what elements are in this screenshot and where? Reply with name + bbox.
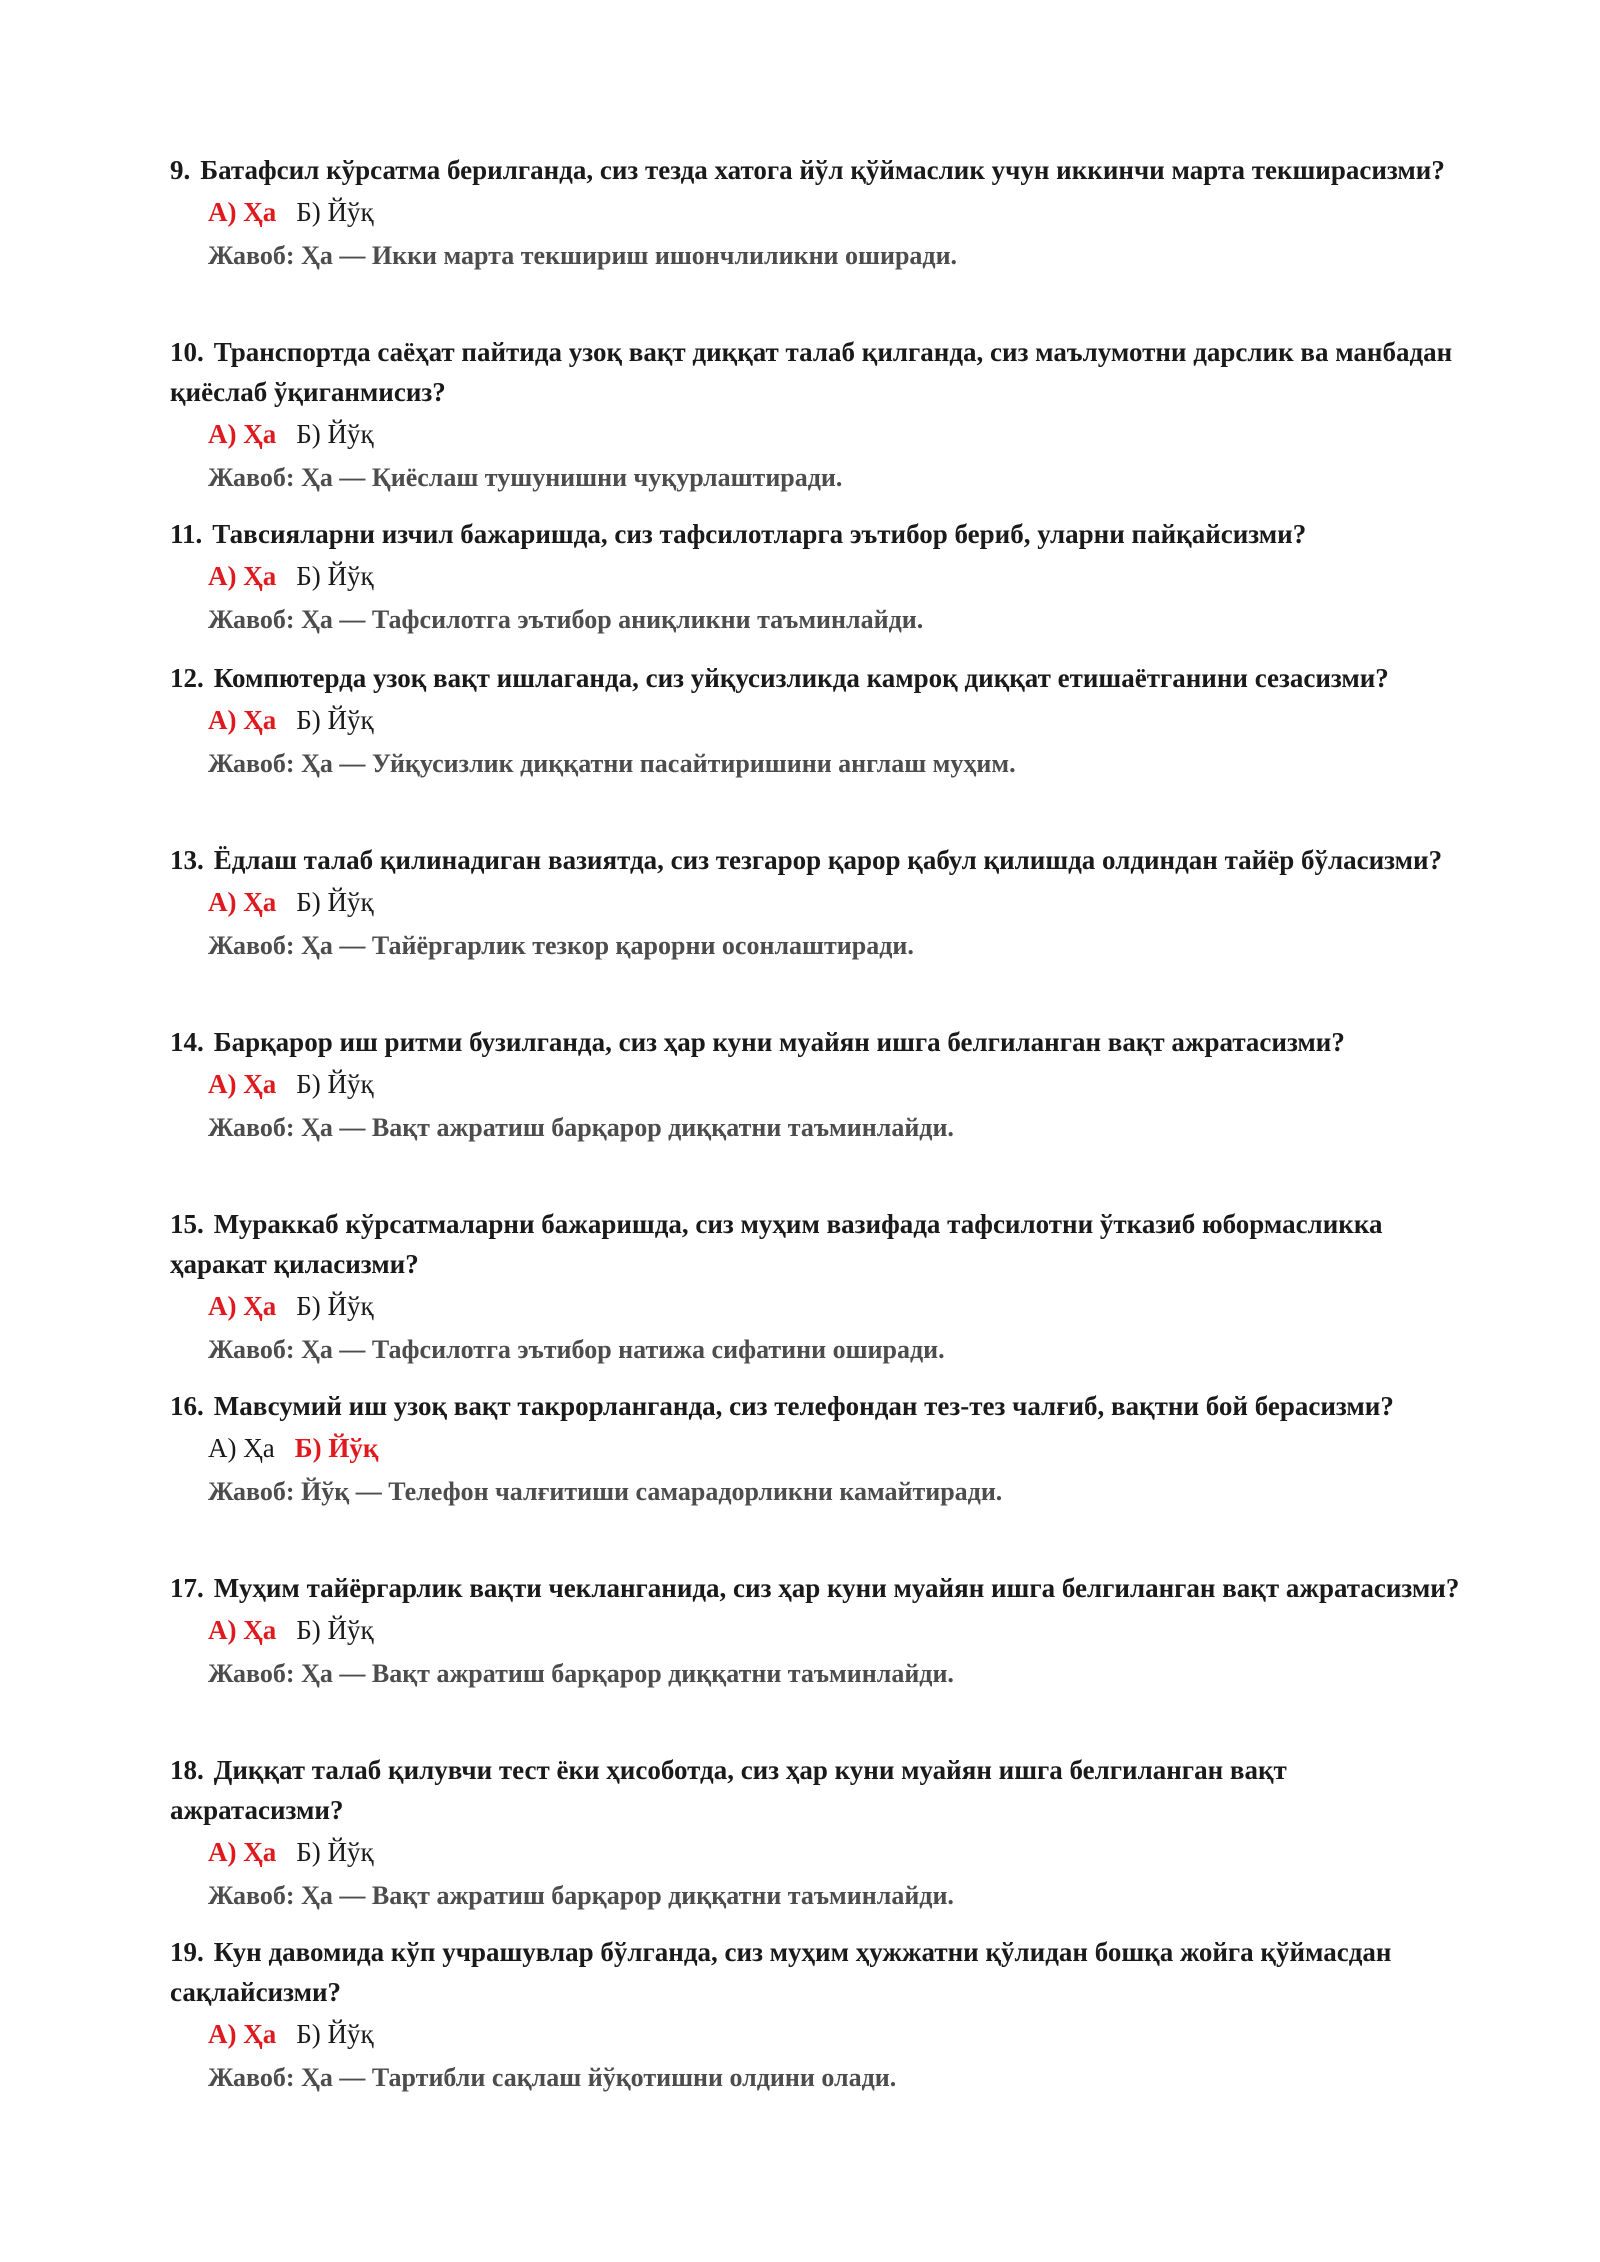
question-number: 15.	[170, 1209, 204, 1239]
question-text	[170, 1750, 1460, 1830]
option-a: А) Ҳа	[208, 197, 277, 227]
option-a: А) Ҳа	[208, 1069, 277, 1099]
question-text	[170, 1386, 1460, 1426]
option-b: Б) Йўқ	[296, 2019, 374, 2049]
answer-options	[170, 1832, 1460, 1872]
question-block	[170, 514, 1460, 640]
answer-options	[170, 882, 1460, 922]
answer-explanation: Жавоб: Ҳа — Қиёслаш тушунишни чуқурлаштиради.	[208, 463, 843, 492]
question-block	[170, 1022, 1460, 1148]
question-text	[170, 658, 1460, 698]
question-body: Батафсил кўрсатма берилганда, сиз тезда хатога йўл қўймаслик учун иккинчи марта текширасизми?	[200, 155, 1445, 185]
question-text	[170, 1568, 1460, 1608]
answer-explanation: Жавоб: Йўқ — Телефон чалғитиши самарадорликни камайтиради.	[208, 1477, 1003, 1506]
question-block	[170, 332, 1460, 498]
question-body: Тавсияларни изчил бажаришда, сиз тафсилотларга эътибор бериб, уларни пайқайсизми?	[212, 519, 1307, 549]
option-a: А) Ҳа	[208, 887, 277, 917]
option-b: Б) Йўқ	[296, 1837, 374, 1867]
option-b: Б) Йўқ	[296, 1615, 374, 1645]
option-a: А) Ҳа	[208, 705, 277, 735]
question-number: 9.	[170, 155, 191, 185]
answer-options	[170, 1286, 1460, 1326]
question-block	[170, 658, 1460, 784]
option-b: Б) Йўқ	[296, 1291, 374, 1321]
question-number: 19.	[170, 1937, 204, 1967]
question-number: 16.	[170, 1391, 204, 1421]
question-block	[170, 1932, 1460, 2098]
option-a: А) Ҳа	[208, 1433, 275, 1463]
question-body: Ёдлаш талаб қилинадиган вазиятда, сиз тезгарор қарор қабул қилишда олдиндан тайёр бўласизми?	[213, 845, 1443, 875]
question-number: 10.	[170, 337, 204, 367]
question-body: Мавсумий иш узоқ вақт такрорланганда, сиз телефондан тез-тез чалғиб, вақтни бой берасизми?	[213, 1391, 1394, 1421]
answer-options	[170, 414, 1460, 454]
question-body: Кун давомида кўп учрашувлар бўлганда, сиз муҳим ҳужжатни қўлидан бошқа жойга қўймасдан сақлайсизми?	[170, 1937, 1392, 2007]
question-number: 17.	[170, 1573, 204, 1603]
question-body: Барқарор иш ритми бузилганда, сиз ҳар куни муайян ишга белгиланган вақт ажратасизми?	[213, 1027, 1345, 1057]
question-block	[170, 150, 1460, 276]
answer-explanation: Жавоб: Ҳа — Тартибли сақлаш йўқотишни олдини олади.	[208, 2063, 897, 2092]
question-number: 13.	[170, 845, 204, 875]
answer-explanation: Жавоб: Ҳа — Вақт ажратиш барқарор диққатни таъминлайди.	[208, 1113, 954, 1142]
question-body: Компютерда узоқ вақт ишлаганда, сиз уйқусизликда камроқ диққат етишаётганини сезасизми?	[213, 663, 1389, 693]
answer-explanation: Жавоб: Ҳа — Икки марта текшириш ишончлиликни оширади.	[208, 241, 958, 270]
question-number: 14.	[170, 1027, 204, 1057]
option-b: Б) Йўқ	[296, 197, 374, 227]
option-a: А) Ҳа	[208, 419, 277, 449]
option-a: А) Ҳа	[208, 2019, 277, 2049]
answer-explanation: Жавоб: Ҳа — Вақт ажратиш барқарор диққатни таъминлайди.	[208, 1881, 954, 1910]
question-number: 12.	[170, 663, 204, 693]
answer-options	[170, 1428, 1460, 1468]
question-body: Транспортда саёҳат пайтида узоқ вақт диққат талаб қилганда, сиз маълумотни дарслик ва манбадан қиёслаб ўқиганмисиз?	[170, 337, 1453, 407]
option-a: А) Ҳа	[208, 1615, 277, 1645]
question-text	[170, 150, 1460, 190]
question-text	[170, 1932, 1460, 2012]
option-b: Б) Йўқ	[296, 1069, 374, 1099]
question-block	[170, 840, 1460, 966]
question-text	[170, 332, 1460, 412]
answer-explanation: Жавоб: Ҳа — Вақт ажратиш барқарор диққатни таъминлайди.	[208, 1659, 954, 1688]
option-b: Б) Йўқ	[296, 419, 374, 449]
answer-options	[170, 556, 1460, 596]
question-text	[170, 840, 1460, 880]
question-block	[170, 1568, 1460, 1694]
question-body: Мураккаб кўрсатмаларни бажаришда, сиз муҳим вазифада тафсилотни ўтказиб юбормасликка ҳаракат қиласизми?	[170, 1209, 1383, 1279]
answer-explanation: Жавоб: Ҳа — Тайёргарлик тезкор қарорни осонлаштиради.	[208, 931, 914, 960]
option-b: Б) Йўқ	[296, 705, 374, 735]
option-b: Б) Йўқ	[294, 1433, 379, 1463]
question-body: Муҳим тайёргарлик вақти чекланганида, сиз ҳар куни муайян ишга белгиланган вақт ажратасизми?	[213, 1573, 1460, 1603]
answer-options	[170, 1064, 1460, 1104]
answer-explanation: Жавоб: Ҳа — Тафсилотга эътибор натижа сифатини оширади.	[208, 1335, 945, 1364]
option-b: Б) Йўқ	[296, 561, 374, 591]
option-a: А) Ҳа	[208, 561, 277, 591]
question-text	[170, 514, 1460, 554]
question-body: Диққат талаб қилувчи тест ёки ҳисоботда, сиз ҳар куни муайян ишга белгиланган вақт ажратасизми?	[170, 1755, 1287, 1825]
option-a: А) Ҳа	[208, 1837, 277, 1867]
answer-explanation: Жавоб: Ҳа — Уйқусизлик диққатни пасайтиришини англаш муҳим.	[208, 749, 1016, 778]
question-block	[170, 1204, 1460, 1370]
option-b: Б) Йўқ	[296, 887, 374, 917]
question-number: 11.	[170, 519, 203, 549]
answer-options	[170, 700, 1460, 740]
question-block	[170, 1386, 1460, 1512]
question-block	[170, 1750, 1460, 1916]
question-text	[170, 1022, 1460, 1062]
option-a: А) Ҳа	[208, 1291, 277, 1321]
answer-options	[170, 1610, 1460, 1650]
answer-options	[170, 192, 1460, 232]
answer-options	[170, 2014, 1460, 2054]
question-number: 18.	[170, 1755, 204, 1785]
question-text	[170, 1204, 1460, 1284]
answer-explanation: Жавоб: Ҳа — Тафсилотга эътибор аниқликни таъминлайди.	[208, 605, 924, 634]
